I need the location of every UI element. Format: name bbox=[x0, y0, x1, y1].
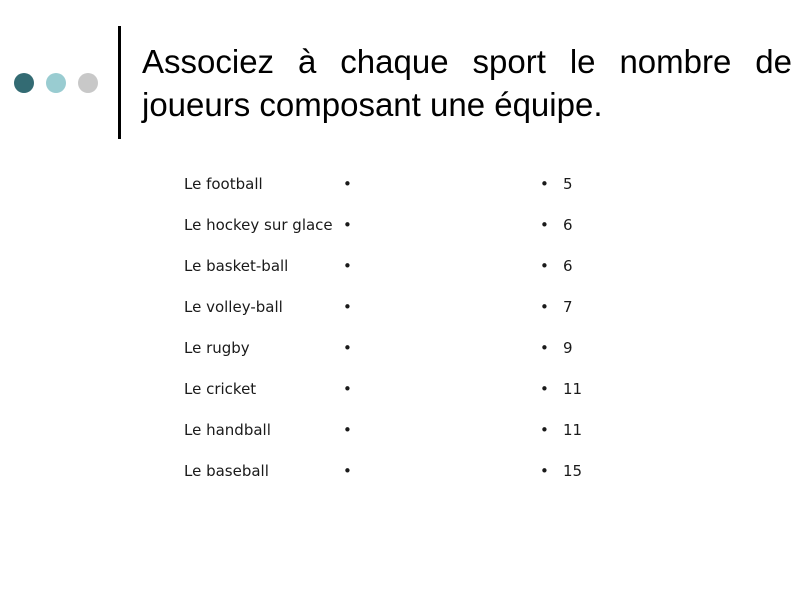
left-bullet[interactable]: • bbox=[343, 339, 352, 357]
left-bullet[interactable]: • bbox=[343, 257, 352, 275]
right-bullet[interactable]: • bbox=[540, 216, 549, 234]
matching-row bbox=[184, 254, 604, 295]
decoration-dot-dark bbox=[14, 73, 34, 93]
decoration-dot-light bbox=[46, 73, 66, 93]
left-bullet[interactable]: • bbox=[343, 462, 352, 480]
player-count: 15 bbox=[563, 462, 583, 480]
matching-row bbox=[184, 172, 604, 213]
matching-row bbox=[184, 336, 604, 377]
left-bullet[interactable]: • bbox=[343, 216, 352, 234]
right-bullet[interactable]: • bbox=[540, 462, 549, 480]
left-bullet[interactable]: • bbox=[343, 298, 352, 316]
player-count: 5 bbox=[563, 175, 573, 193]
right-bullet[interactable]: • bbox=[540, 175, 549, 193]
player-count: 11 bbox=[563, 380, 583, 398]
sport-label: Le handball bbox=[184, 421, 271, 439]
sport-label: Le volley-ball bbox=[184, 298, 283, 316]
right-bullet[interactable]: • bbox=[540, 380, 549, 398]
sport-label: Le football bbox=[184, 175, 263, 193]
decoration-dot-grey bbox=[78, 73, 98, 93]
right-bullet[interactable]: • bbox=[540, 257, 549, 275]
player-count: 11 bbox=[563, 421, 583, 439]
matching-exercise bbox=[184, 172, 604, 500]
matching-row bbox=[184, 459, 604, 500]
player-count: 7 bbox=[563, 298, 573, 316]
player-count: 6 bbox=[563, 216, 573, 234]
sport-label: Le hockey sur glace bbox=[184, 216, 333, 234]
right-bullet[interactable]: • bbox=[540, 421, 549, 439]
sport-label: Le rugby bbox=[184, 339, 250, 357]
title-divider-bar bbox=[118, 26, 121, 139]
sport-label: Le baseball bbox=[184, 462, 269, 480]
slide-title: Associez à chaque sport le nombre de joueurs composant une équipe. bbox=[142, 43, 792, 123]
matching-row bbox=[184, 295, 604, 336]
matching-row bbox=[184, 213, 604, 254]
sport-label: Le basket-ball bbox=[184, 257, 289, 275]
sport-label: Le cricket bbox=[184, 380, 257, 398]
left-bullet[interactable]: • bbox=[343, 380, 352, 398]
player-count: 6 bbox=[563, 257, 573, 275]
slide-decoration-dots bbox=[14, 73, 98, 93]
left-bullet[interactable]: • bbox=[343, 421, 352, 439]
right-bullet[interactable]: • bbox=[540, 339, 549, 357]
matching-row bbox=[184, 418, 604, 459]
matching-row bbox=[184, 377, 604, 418]
left-bullet[interactable]: • bbox=[343, 175, 352, 193]
player-count: 9 bbox=[563, 339, 573, 357]
right-bullet[interactable]: • bbox=[540, 298, 549, 316]
